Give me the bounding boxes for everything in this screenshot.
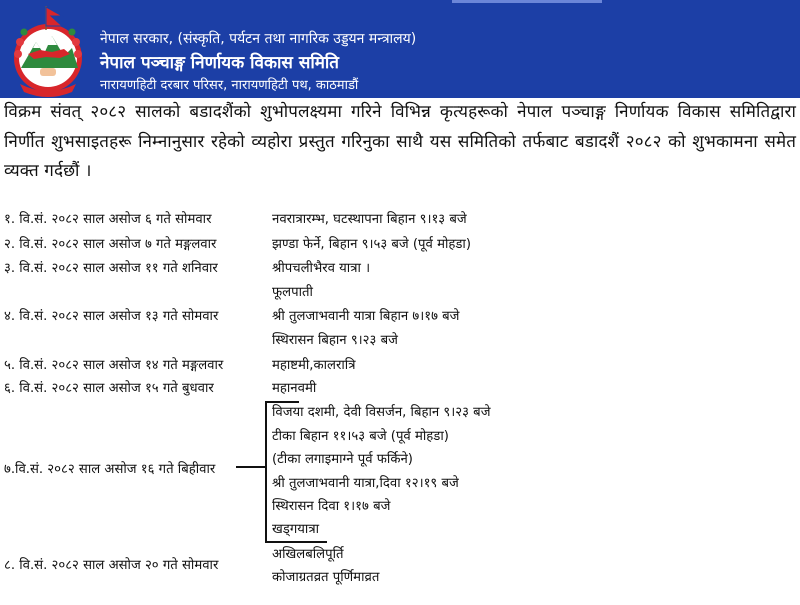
schedule-event-7a: विजया दशमी, देवी विसर्जन, बिहान ९।२३ बजे — [272, 405, 491, 420]
schedule-event-7c: (टीका लगाइमाग्ने पूर्व फर्किने) — [272, 452, 413, 467]
schedule-date-7: ७.वि.सं. २०८२ साल असोज १६ गते बिहीवार — [4, 462, 216, 477]
bracket-connector — [236, 466, 266, 468]
header-banner — [0, 0, 800, 98]
schedule-event-4a: श्री तुलजाभवानी यात्रा बिहान ७।१७ बजे — [272, 309, 460, 324]
intro-paragraph: विक्रम संवत् २०८२ सालको बडादशैंको शुभोपलक्ष्यमा गरिने विभिन्न कृत्यहरूको नेपाल पञ्चाङ्ग निर्णायक विकास समितिद्वारा निर्णीत शुभसाइतहरू निम्नानुसार रहेको व्यहोरा प्रस्तुत गरिनुका साथै यस समितिको तर्फबाट बडादशैं २०८२ को शुभकामना समेत व्यक्त गर्दछौं । — [4, 102, 796, 181]
schedule-event-3a: श्रीपचलीभैरव यात्रा । — [272, 261, 371, 276]
schedule-event-7b: टीका बिहान ११।५३ बजे (पूर्व मोहडा) — [272, 429, 449, 444]
schedule-event-8b: कोजाग्रतव्रत पूर्णिमाव्रत — [272, 570, 380, 585]
committee-title: नेपाल पञ्चाङ्ग निर्णायक विकास समिति — [100, 53, 339, 73]
address-line: नारायणहिटी दरबार परिसर, नारायणहिटी पथ, काठमाडौं — [100, 78, 359, 93]
bracket-vertical — [265, 401, 267, 543]
schedule-event-3b: फूलपाती — [272, 285, 313, 300]
header-accent-strip — [452, 0, 602, 3]
schedule-date-6: ६. वि.सं. २०८२ साल असोज १५ गते बुधवार — [4, 381, 214, 396]
nepal-emblem-icon — [6, 2, 90, 98]
schedule-event-8a: अखिलबलिपूर्ति — [272, 547, 344, 562]
schedule-date-4: ४. वि.सं. २०८२ साल असोज १३ गते सोमवार — [4, 309, 219, 324]
schedule-date-2: २. वि.सं. २०८२ साल असोज ७ गते मङ्गलवार — [4, 237, 217, 252]
schedule-event-6: महानवमी — [272, 381, 317, 396]
ministry-line: नेपाल सरकार, (संस्कृति, पर्यटन तथा नागरिक उड्डयन मन्त्रालय) — [100, 31, 417, 47]
schedule-date-8: ८. वि.सं. २०८२ साल असोज २० गते सोमवार — [4, 558, 219, 573]
schedule-date-5: ५. वि.सं. २०८२ साल असोज १४ गते मङ्गलवार — [4, 358, 224, 373]
schedule-event-1: नवरात्रारम्भ, घटस्थापना बिहान ९।१३ बजे — [272, 212, 467, 227]
schedule-event-5: महाष्टमी,कालरात्रि — [272, 358, 356, 373]
schedule-date-3: ३. वि.सं. २०८२ साल असोज ११ गते शनिवार — [4, 261, 218, 276]
schedule-event-7e: स्थिरासन दिवा १।१७ बजे — [272, 499, 391, 514]
schedule-date-1: १. वि.सं. २०८२ साल असोज ६ गते सोमवार — [4, 212, 212, 227]
schedule-event-2: झण्डा फेर्ने, बिहान ९।५३ बजे (पूर्व मोहडा) — [272, 237, 471, 252]
schedule-event-7d: श्री तुलजाभवानी यात्रा,दिवा १२।१९ बजे — [272, 476, 459, 491]
schedule-event-4b: स्थिरासन बिहान ९।२३ बजे — [272, 333, 398, 348]
bracket-bottom — [265, 541, 327, 543]
schedule-event-7f: खड्गयात्रा — [272, 522, 320, 537]
